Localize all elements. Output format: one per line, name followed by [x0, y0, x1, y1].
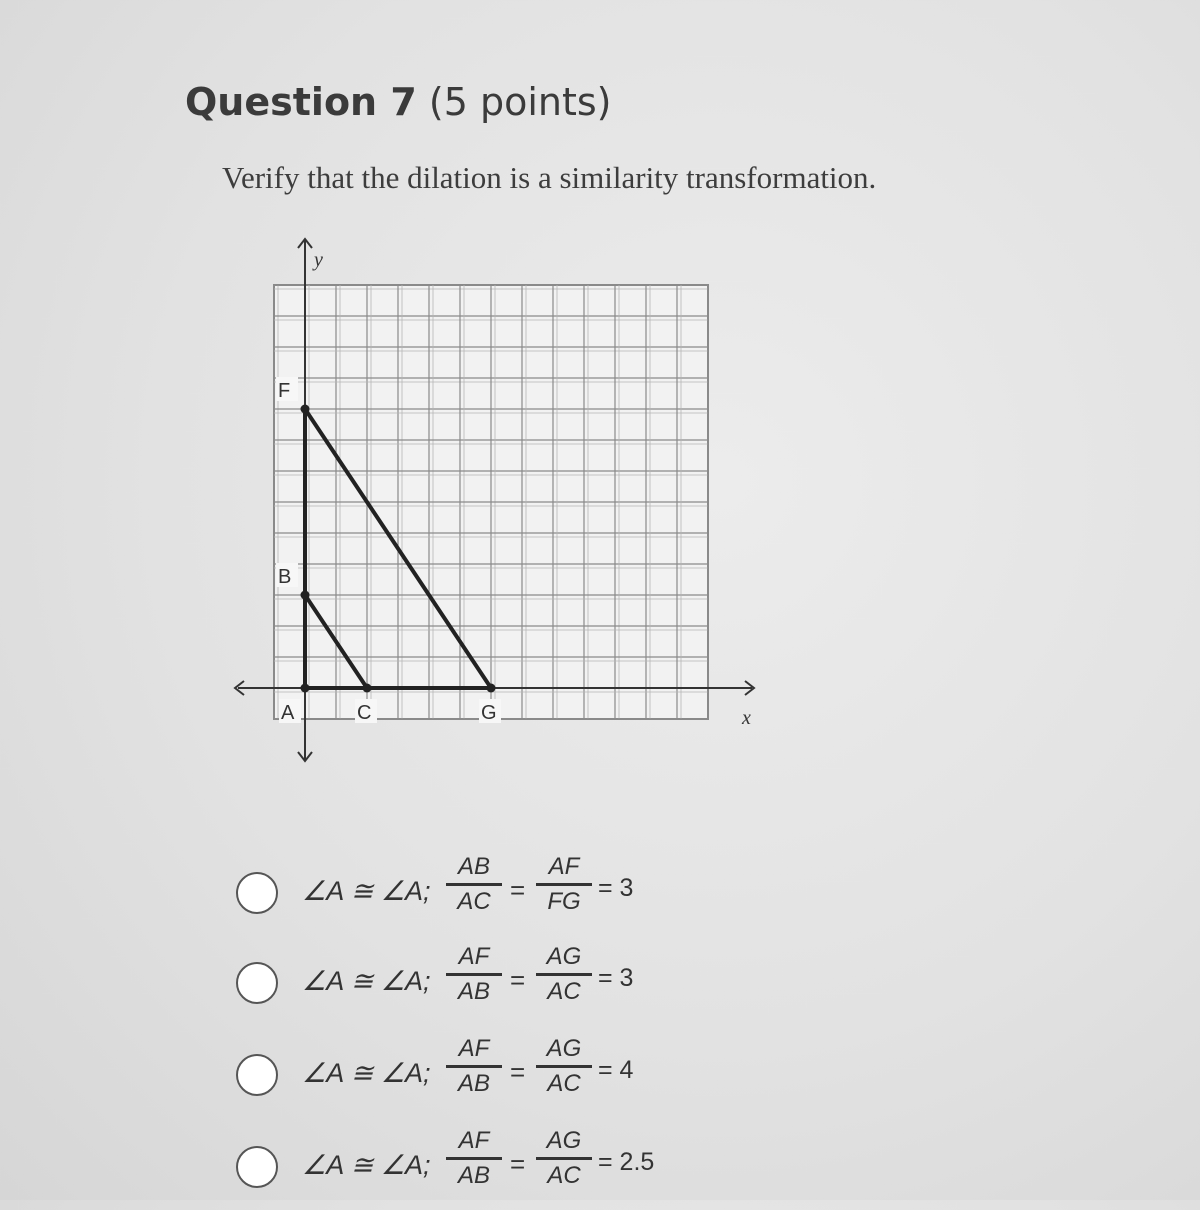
- angle-congruence: ∠A ≅ ∠A;: [302, 876, 431, 906]
- fraction-2: [534, 1126, 594, 1191]
- point-label-B: B: [278, 566, 292, 588]
- angle-congruence: ∠A ≅ ∠A;: [302, 966, 431, 996]
- question-prompt: Verify that the dilation is a similarity transformation.: [222, 160, 877, 195]
- point-label-A: A: [281, 702, 295, 724]
- fraction-bar: [536, 883, 592, 886]
- fraction-bar: [446, 1157, 502, 1160]
- fraction-1: [444, 852, 504, 917]
- radio-button[interactable]: [236, 962, 278, 1004]
- fraction-2-numerator: AG: [546, 1035, 582, 1062]
- fraction-bar: [446, 1065, 502, 1068]
- fraction-1-numerator: AF: [458, 943, 490, 970]
- fraction-1-denominator: AB: [457, 977, 490, 1005]
- fraction-1-denominator: AB: [457, 1161, 490, 1189]
- ratio-value: = 3: [598, 874, 634, 902]
- answer-option-1[interactable]: [236, 852, 756, 936]
- ratio-value: = 4: [598, 1056, 634, 1084]
- x-axis-label: x: [742, 707, 751, 729]
- point-G: [487, 684, 496, 693]
- radio-button[interactable]: [236, 872, 278, 914]
- point-label-G: G: [481, 702, 497, 724]
- question-points: (5 points): [428, 80, 612, 124]
- fraction-bar: [446, 883, 502, 886]
- answer-option-2[interactable]: [236, 942, 756, 1026]
- point-A: [301, 684, 310, 693]
- fraction-bar: [536, 1065, 592, 1068]
- equals-sign: =: [510, 1057, 526, 1087]
- angle-congruence: ∠A ≅ ∠A;: [302, 1058, 431, 1088]
- fraction-2-denominator: FG: [547, 887, 581, 915]
- fraction-2-denominator: AC: [547, 977, 581, 1005]
- fraction-1: [444, 1126, 504, 1191]
- question-number: Question 7: [185, 80, 417, 124]
- fraction-2-numerator: AF: [548, 853, 580, 880]
- fraction-2-numerator: AG: [546, 943, 582, 970]
- fraction-2: [534, 1034, 594, 1099]
- equals-sign: =: [510, 1149, 526, 1179]
- angle-congruence: ∠A ≅ ∠A;: [302, 1150, 431, 1180]
- equals-sign: =: [510, 875, 526, 905]
- y-axis-label: y: [314, 249, 323, 271]
- fraction-2: [534, 942, 594, 1007]
- fraction-1-denominator: AC: [457, 887, 491, 915]
- fraction-1-numerator: AF: [458, 1035, 490, 1062]
- fraction-2: [534, 852, 594, 917]
- fraction-1-denominator: AB: [457, 1069, 490, 1097]
- fraction-bar: [536, 1157, 592, 1160]
- fraction-1-numerator: AF: [458, 1127, 490, 1154]
- point-label-F: F: [278, 380, 291, 402]
- point-B: [301, 591, 310, 600]
- equals-sign: =: [510, 965, 526, 995]
- fraction-bar: [536, 973, 592, 976]
- fraction-1-numerator: AB: [457, 853, 490, 880]
- point-label-C: C: [357, 702, 372, 724]
- answer-option-3[interactable]: [236, 1034, 756, 1118]
- fraction-2-denominator: AC: [547, 1161, 581, 1189]
- fraction-1: [444, 1034, 504, 1099]
- ratio-value: = 2.5: [598, 1148, 655, 1176]
- point-F: [301, 405, 310, 414]
- fraction-2-denominator: AC: [547, 1069, 581, 1097]
- fraction-2-numerator: AG: [546, 1127, 582, 1154]
- radio-button[interactable]: [236, 1054, 278, 1096]
- radio-button[interactable]: [236, 1146, 278, 1188]
- point-C: [363, 684, 372, 693]
- fraction-1: [444, 942, 504, 1007]
- answer-option-4[interactable]: [236, 1126, 756, 1210]
- fraction-bar: [446, 973, 502, 976]
- ratio-value: = 3: [598, 964, 634, 992]
